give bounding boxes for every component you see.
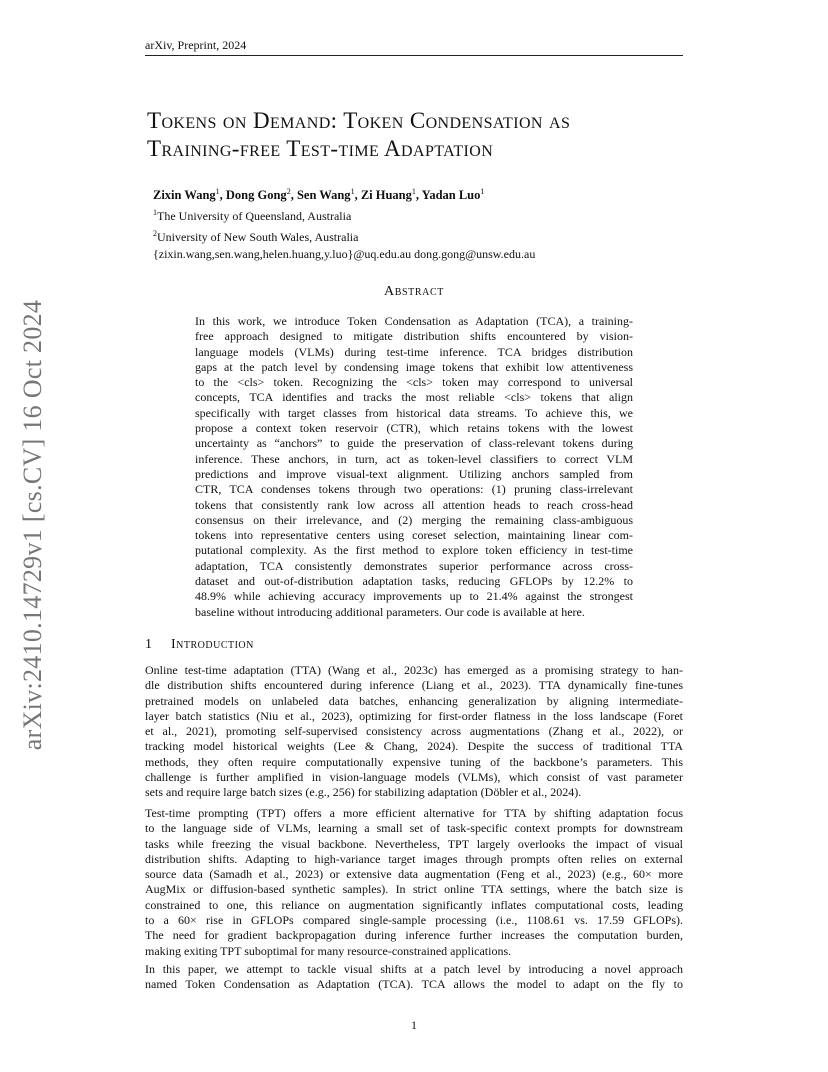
running-header: arXiv, Preprint, 2024 — [145, 38, 247, 52]
author-names: Zixin Wang$^1$, Dong Gong$^2$, Sen Wang$^1$, Zi Huang$^1$, Yadan Luo$^1$ — [153, 187, 485, 203]
body-line: pretrained models on unlabeled data batches, enhancing generalization by aligning intermediate- — [145, 693, 683, 708]
abstract-line: adaptation, TCA consistently demonstrates superior performance across cross- — [195, 558, 633, 573]
body-line[interactable]: Online test-time adaptation (TTA) (Wang et al., 2023c) has emerged as a promising strategy to han- — [145, 663, 683, 677]
body-line[interactable]: dle distribution shifts encountered during inference (Liang et al., 2023). TTA dynamically fine-tunes — [145, 678, 683, 693]
body-line: challenge is further amplified in vision-language models (VLMs), which consist of vast parameter — [145, 770, 683, 785]
body-line[interactable]: source data (Samadh et al., 2023) or extensive data augmentation (Feng et al., 2023) (e.g., 60× more — [145, 867, 683, 882]
author-emails: {zixin.wang,sen.wang,helen.huang,y.luo}@uq.edu.au dong.gong@unsw.edu.au — [153, 247, 536, 262]
section-number: 1 — [145, 637, 152, 652]
abstract-line: specifically with target classes from historical data streams. To achieve this, we — [195, 405, 633, 420]
abstract-line: In this work, we introduce Token Condensation as Adaptation (TCA), a training- — [195, 314, 633, 328]
title-line-2: Training-free Test-time Adaptation — [147, 136, 494, 161]
author-name: Dong Gong — [225, 188, 287, 203]
abstract-line: gaps at the patch level by condensing image tokens that exhibit low attentiveness — [195, 359, 633, 374]
affil-sup: 1 — [153, 208, 157, 218]
intro-paragraph-2 — [145, 806, 683, 959]
author-affil-sup: 1 — [480, 187, 485, 196]
arxiv-side-stamp — [8, 290, 58, 760]
body-line: The need for gradient backpropagation during inference further increases the computation burden, — [145, 928, 683, 943]
header-rule — [145, 55, 683, 56]
title-line-1: Tokens on Demand: Token Condensation as — [147, 108, 571, 133]
body-line: tasks while freezing the visual backbone. Nevertheless, TPT largely overlooks the impact of visual — [145, 836, 683, 851]
affiliation-text: University of New South Wales, Australia — [157, 230, 359, 245]
affil-sup: 2 — [153, 229, 157, 239]
abstract-body — [195, 314, 633, 620]
abstract-line: uncertainty as “anchors” to guide the preservation of class-relevant tokens during — [195, 436, 633, 451]
abstract-line: consensus on their irrelevance, and (2) merging the remaining class-ambiguous — [195, 512, 633, 527]
author-name: Zi Huang — [360, 188, 412, 203]
body-line: AugMix or diffusion-based synthetic samples). In strict online TTA settings, where the batch size is — [145, 882, 683, 897]
body-line: to the language side of VLMs, learning a small set of task-specific context prompts for downstream — [145, 821, 683, 836]
abstract-line: dataset and out-of-distribution adaptation tasks, reducing GFLOPs by 12.2% to — [195, 574, 633, 589]
abstract-line: 48.9% while achieving accuracy improvements up to 21.4% against the strongest — [195, 589, 633, 604]
body-line[interactable]: et al., 2021), promoting self-supervised consistency across augmentations (Zhang et al., 2022), or — [145, 724, 683, 739]
section-title: Introduction — [171, 637, 254, 652]
abstract-line: language models (VLMs) during test-time inference. TCA bridges distribution — [195, 344, 633, 359]
intro-paragraph-1 — [145, 663, 683, 801]
author-name: Yadan Luo — [421, 188, 481, 203]
body-line: named Token Condensation as Adaptation (TCA). TCA allows the model to adapt on the fly to — [145, 977, 683, 992]
abstract-line: CTR, TCA condenses tokens through two operations: (1) pruning class-irrelevant — [195, 482, 633, 497]
body-line: distribution shifts. Adapting to high-variance target images through prompts often relies on external — [145, 851, 683, 866]
abstract-line: propose a context token reservoir (CTR), which retains tokens with the lowest — [195, 421, 633, 436]
affiliation-1 — [153, 204, 535, 225]
abstract-line: to the <cls> token. Recognizing the <cls> token may correspond to universal — [195, 375, 633, 390]
abstract-line: free approach designed to mitigate distribution shifts encountered by vision- — [195, 329, 633, 344]
author-affil-sup: 1 — [215, 187, 220, 196]
author-block — [153, 183, 535, 263]
body-line: methods, they often require computationally expensive tuning of the backbone’s parameters. This — [145, 754, 683, 769]
abstract-line: tokens into representative centers using coreset selection, maintaining linear com- — [195, 528, 633, 543]
abstract-line: putational complexity. As the first method to explore token efficiency in test-time — [195, 543, 633, 558]
page-number: 1 — [411, 1018, 417, 1032]
arxiv-id-text: arXiv:2410.14729v1 [cs.CV] 16 Oct 2024 — [18, 299, 47, 751]
body-line: making exiting TPT suboptimal for many resource-constrained applications. — [145, 943, 512, 958]
author-name: Sen Wang — [296, 188, 351, 203]
author-affil-sup: 2 — [286, 187, 291, 196]
body-line[interactable]: sets and require large batch sizes (e.g., 256) for stabilizing adaptation (Döbler et al., 2024). — [145, 785, 582, 800]
body-line: In this paper, we attempt to tackle visual shifts at a patch level by introducing a novel approach — [145, 962, 683, 976]
body-line: Test-time prompting (TPT) offers a more efficient alternative for TTA by shifting adaptation focus — [145, 806, 683, 820]
abstract-line: inference. These anchors, in turn, act as token-level classifiers to correct VLM — [195, 451, 633, 466]
body-line: to a 60× rise in GFLOPs compared single-sample processing (i.e., 1108.61 vs. 17.59 GFLOPs). — [145, 913, 683, 928]
abstract-line[interactable]: baseline without introducing additional parameters. Our code is available at here. — [195, 604, 585, 619]
author-name: Zixin Wang — [153, 188, 216, 203]
abstract-line: predictions and improve visual-text alignment. Utilizing anchors sampled from — [195, 466, 633, 481]
affiliation-2 — [153, 225, 535, 246]
paper-title — [147, 107, 687, 163]
author-affil-sup: 1 — [411, 187, 416, 196]
body-line[interactable]: layer batch statistics (Niu et al., 2023), optimizing for first-order flatness in the loss landscape (Foret — [145, 708, 683, 723]
abstract-heading: Abstract — [384, 284, 444, 299]
section-heading-introduction — [145, 637, 254, 653]
intro-paragraph-3 — [145, 962, 683, 993]
body-line: constrained to one, this reliance on augmentation significantly inflates computational costs, leading — [145, 897, 683, 912]
affiliation-text: The University of Queensland, Australia — [157, 209, 352, 224]
author-affil-sup: 1 — [350, 187, 355, 196]
body-line[interactable]: tracking model historical weights (Lee & Chang, 2024). Despite the success of traditional TTA — [145, 739, 683, 754]
abstract-line: concepts, TCA identifies and tracks the most reliable <cls> tokens that align — [195, 390, 633, 405]
abstract-line: tokens that consistently rank low across all attention heads to reach cross-head — [195, 497, 633, 512]
